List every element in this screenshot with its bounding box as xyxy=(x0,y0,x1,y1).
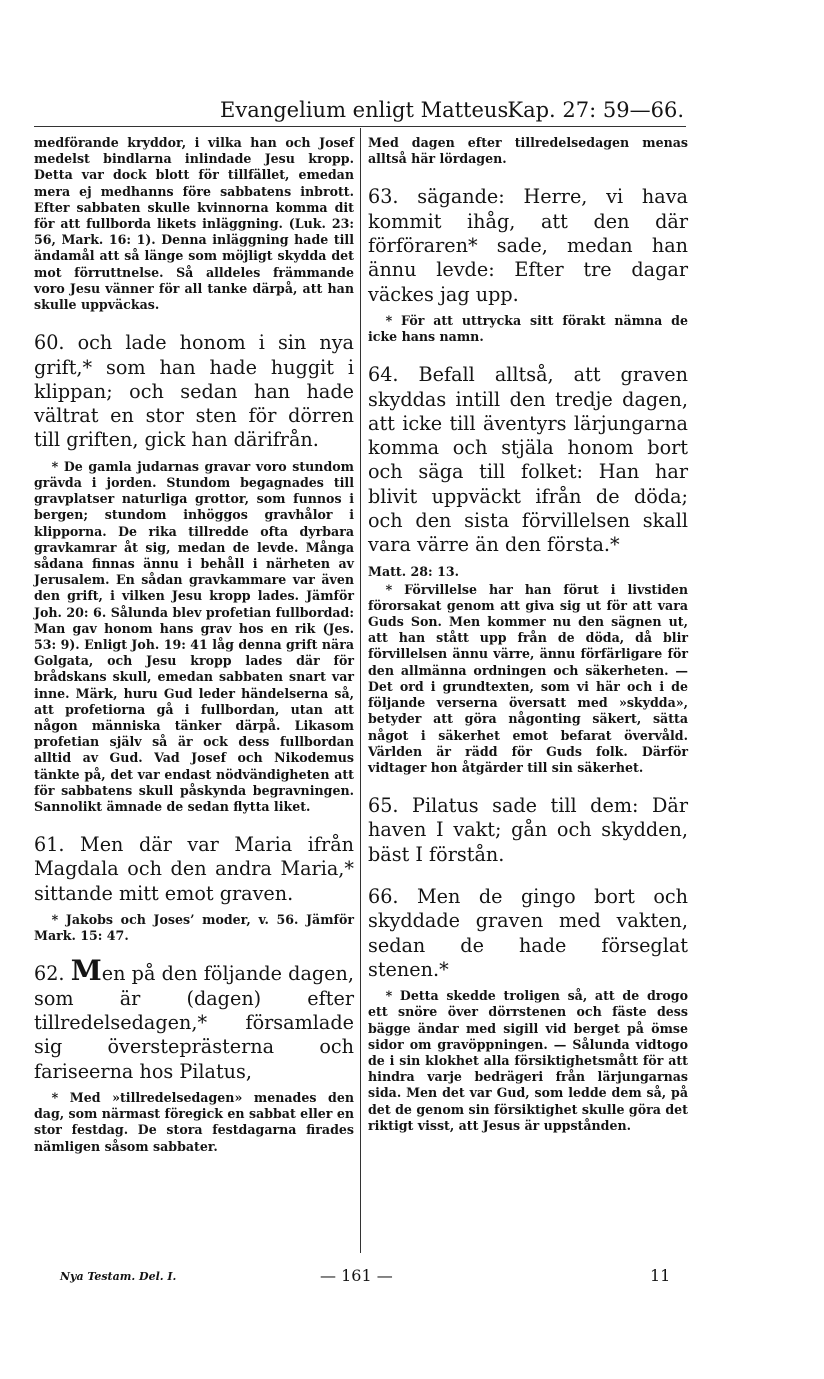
running-title: Evangelium enligt Matteus. xyxy=(220,98,515,122)
footnote-62-continued: Med dagen efter tillredelsedagen menas alltså här lördagen. xyxy=(368,135,688,167)
chapter-reference: Kap. 27: 59—66. xyxy=(507,98,684,122)
page-number: — 161 — xyxy=(320,1266,393,1285)
footnote-61: * Jakobs och Joses’ moder, v. 56. Jämför Mark. 15: 47. xyxy=(34,912,354,944)
page-header xyxy=(34,96,686,127)
verse-66: 66. Men de gingo bort och skyddade graven med vakten, sedan de hade förseglat stenen.* xyxy=(368,885,688,981)
right-column xyxy=(368,135,688,1142)
verse-64: 64. Befall alltså, att graven skyddas intill den tredje dagen, att icke till äventyrs lärjungarna komma och stjäla honom bort och säga till folket: Han har blivit uppväckt ifrån de döda; och den sista förvillelsen skall vara värre än den första.* xyxy=(368,363,688,557)
verse-text: en på den följande dagen, som är (dagen) efter tillredelsedagen,* församlade sig översteprästerna och fariseerna hos Pilatus, xyxy=(34,962,354,1083)
verse-60: 60. och lade honom i sin nya grift,* som han hade huggit i klippan; och sedan han hade vältrat en stor sten för dörren till griften, gick han därifrån. xyxy=(34,331,354,452)
verse-61: 61. Men där var Maria ifrån Magdala och den andra Maria,* sittande mitt emot graven. xyxy=(34,833,354,905)
cross-reference: Matt. 28: 13. xyxy=(368,563,459,579)
footnote-66: * Detta skedde troligen så, att de drogo ett snöre över dörrstenen och fäste dess bägge ändar med sigill vid berget på ömse sidor om gravöppningen. — Sålunda vidtogo de i sin klokhet alla försiktighetsmått för att hindra varje bedrägeri från lärjungarnas sida. Men det var Gud, som ledde dem så, på det de genom sin försiktighet skulle göra det riktigt visst, att Jesus är uppstånden. xyxy=(368,988,688,1133)
verse-63: 63. sägande: Herre, vi hava kommit ihåg, att den där förföraren* sade, medan han ännu levde: Efter tre dagar väckes jag upp. xyxy=(368,185,688,306)
drop-cap: M xyxy=(70,954,102,988)
verse-number: 62. xyxy=(34,962,65,986)
footnote-62: * Med »tillredelsedagen» menades den dag, som närmast föregick en sabbat eller en stor festdag. De stora festdagarna firades nämligen såsom sabbater. xyxy=(34,1089,354,1154)
sheet-number: 11 xyxy=(650,1266,671,1285)
footnote-64: * Förvillelse har han förut i livstiden förorsakat genom att giva sig ut för att vara Guds Son. Men kommer nu den sägnen ut, att han stått upp från de döda, då blir förvillelsen ännu värre, ännu förfärligare för den allmänna ordningen och säkerheten. — Det ord i grundtexten, som vi här och i de följande verserna översatt med »skydda», betyder att göra någonting säkert, sätta något i säkerhet emot befarat övervåld. Världen är rädd för Guds folk. Därför vidtager hon åtgärder till sin säkerhet. xyxy=(368,581,688,775)
book-signature: Nya Testam. Del. I. xyxy=(60,1270,177,1283)
left-column xyxy=(34,135,354,1163)
column-divider xyxy=(360,128,361,1253)
footnote-63: * För att uttrycka sitt förakt nämna de icke hans namn. xyxy=(368,312,688,345)
verse-62 xyxy=(34,954,354,1083)
commentary-continued: medförande kryddor, i vilka han och Josef medelst bindlarna inlindade Jesu kropp. Detta var dock blott för tillfället, emedan mera ej medhanns före sabbatens inbrott. Efter sabbaten skulle kvinnorna komma dit för att fullborda likets inläggning. (Luk. 23: 56, Mark. 16: 1). Denna inläggning hade till ändamål att så länge som möjligt skydda det mot förruttnelse. Så alldeles främmande voro Jesu vänner för all tanke därpå, att han skulle uppväckas. xyxy=(34,135,354,313)
footnote-60: * De gamla judarnas gravar voro stundom grävda i jorden. Stundom begagnades till gravplatser naturliga grottor, som funnos i bergen; stundom inhöggos gravhålor i klipporna. De rika tillredde ofta dyrbara gravkamrar åt sig, medan de levde. Många sådana finnas ännu i behåll i närheten av Jerusalem. En sådan gravkammare var även den grift, i vilken Jesu kropp lades. Jämför Joh. 20: 6. Sålunda blev profetian fullbordad: Man gav honom hans grav hos en rik (Jes. 53: 9). Enligt Joh. 19: 41 låg denna grift nära Golgata, och Jesu kropp lades där för brådskans skull, emedan sabbaten snart var inne. Märk, huru Gud leder händelserna så, att profetiorna gå i fullbordan, utan att någon människa tänker därpå. Likasom profetian själv så är ock dess fullbordan alltid av Gud. Vad Josef och Nikodemus tänkte på, det var endast nödvändigheten att för sabbatens skull påskynda begravningen. Sannolikt ämnade de sedan flytta liket. xyxy=(34,458,354,814)
verse-65: 65. Pilatus sade till dem: Där haven I vakt; gån och skydden, bäst I förstån. xyxy=(368,794,688,866)
